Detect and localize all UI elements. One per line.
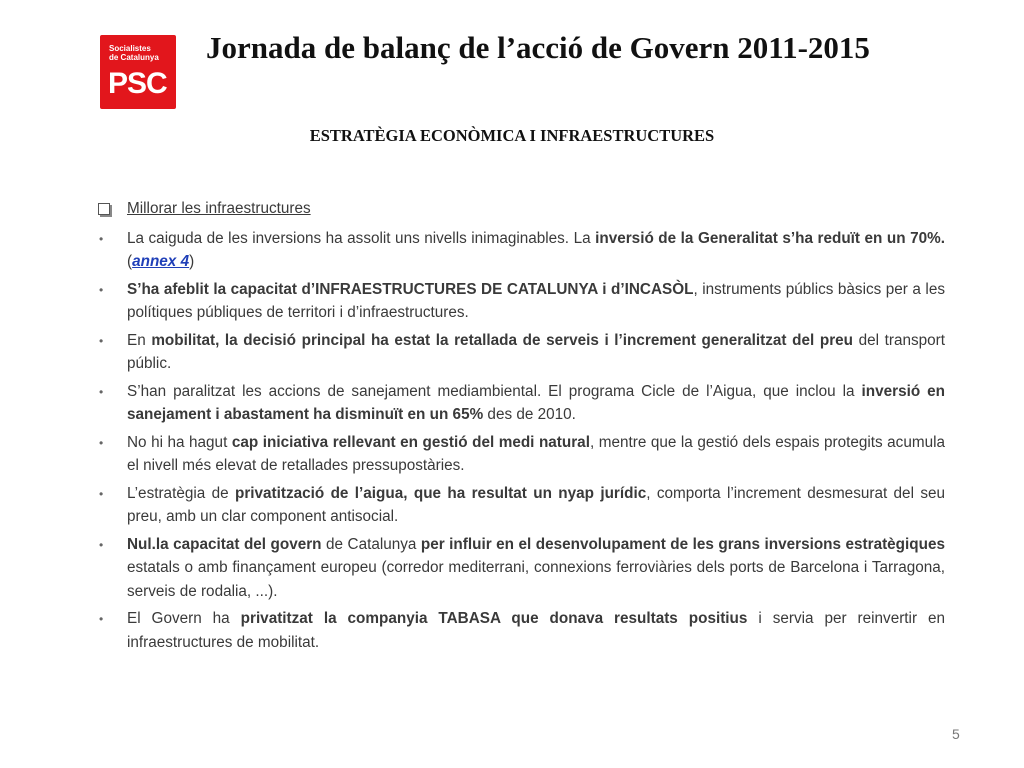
section-heading: Millorar les infraestructures (127, 200, 311, 217)
list-item-text: El Govern ha privatitzat la companyia TABASA que donava resultats positius i servia per reinvertir en infraestructures de mobilitat. (127, 610, 946, 651)
list-item (97, 278, 945, 325)
bullet-icon: • (99, 231, 104, 246)
list-item-text: Nul.la capacitat del govern de Catalunya per influir en el desenvolupament de les grans inversions estratègiques estatals o amb finançament europeu (corredor mediterrani, connexions ferroviàries dels ports de Barcelona i Tarragona, serveis de rodalia, ...). (127, 535, 945, 600)
section-subtitle: ESTRATÈGIA ECONÒMICA I INFRAESTRUCTURES (309, 126, 715, 145)
list-item (97, 607, 945, 654)
logo-line-1: Socialistes (109, 44, 151, 53)
list-item (97, 482, 945, 529)
list-item-text: La caiguda de les inversions ha assolit uns nivells inimaginables. La inversió de la Generalitat s’ha reduït en un 70%. (annex 4) (127, 229, 945, 270)
list-item-text: S’han paralitzat les accions de sanejament mediambiental. El programa Cicle de l’Aigua, que inclou la inversió en sanejament i abastament ha disminuït en un 65% des de 2010. (127, 382, 946, 423)
list-item (97, 533, 945, 604)
list-item (97, 431, 945, 478)
bullet-icon: • (99, 435, 104, 450)
bullet-icon: • (99, 384, 104, 399)
checkbox-bullet-icon (98, 203, 110, 215)
list-item-text: No hi ha hagut cap iniciativa rellevant en gestió del medi natural, mentre que la gestió dels espais protegits acumula el nivell més elevat de retallades pressupostàries. (127, 433, 945, 474)
page-number: 5 (952, 726, 960, 742)
logo-line-2: de Catalunya (109, 53, 159, 62)
section-heading-row (97, 197, 945, 223)
bullet-icon: • (99, 612, 104, 626)
list-item-text: S’ha afeblit la capacitat d’INFRAESTRUCTURES DE CATALUNYA i d’INCASÒL, instruments públics bàsics per a les polítiques públiques de territori i d’infraestructures. (127, 280, 945, 321)
psc-logo (100, 35, 176, 109)
list-item-text: L’estratègia de privatització de l’aigua, que ha resultat un nyap jurídic, comporta l’increment desmesurat del seu preu, amb un clar component antisocial. (127, 484, 945, 525)
bullet-icon: • (99, 333, 104, 348)
list-item (97, 380, 945, 427)
bullet-icon: • (99, 486, 104, 501)
bullet-icon: • (99, 282, 104, 297)
list-item (97, 227, 945, 274)
page-title: Jornada de balanç de l’acció de Govern 2011-2015 (206, 30, 870, 65)
slide-content (97, 197, 945, 654)
list-item-text: En mobilitat, la decisió principal ha estat la retallada de serveis i l’increment generalitzat del preu del transport públic. (127, 331, 945, 372)
annex-4-link[interactable]: annex 4 (132, 253, 190, 270)
bullet-icon: • (99, 537, 104, 552)
logo-mark: PSC (108, 67, 167, 100)
list-item (97, 329, 945, 376)
